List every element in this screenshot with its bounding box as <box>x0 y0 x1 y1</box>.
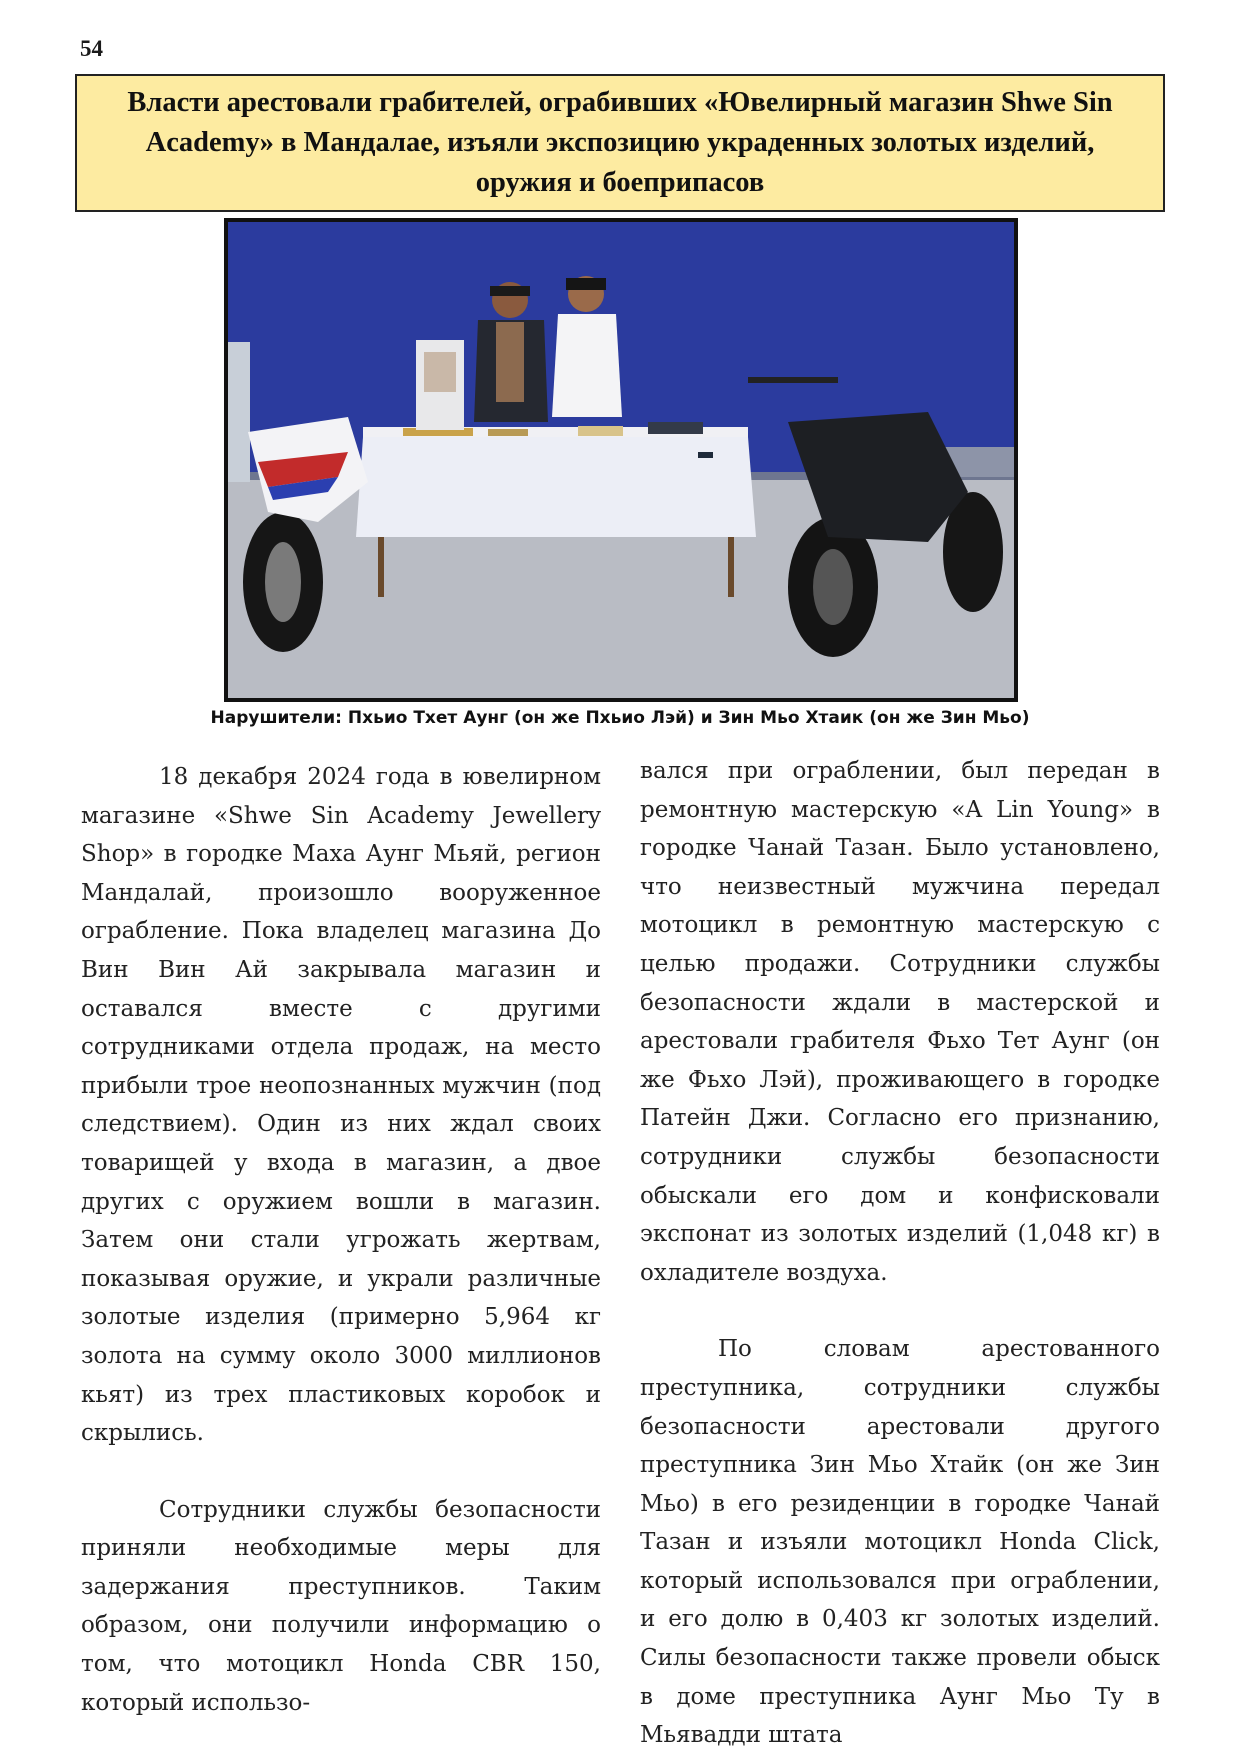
photo-frame <box>224 218 1018 702</box>
left-paragraph-1: 18 декабря 2024 года в ювелирном магазине «Shwe Sin Academy Jewellery Shop» в городке Маха Аунг Мьяй, регион Мандалай, произошло вооруженное ограбление. Пока владелец магазина До Вин Вин Ай закрывала магазин и оставался вместе с другими сотрудниками отдела продаж, на место прибыли трое неопознанных мужчин (под следствием). Один из них ждал своих товарищей у входа в магазин, а двое других с оружием вошли в магазин. Затем они стали угрожать жертвам, показывая оружие, и украли различные золотые изделия (примерно 5,964 кг золота на сумму около 3000 миллионов кьят) из трех пластиковых коробок и скрылись. <box>81 764 601 1447</box>
right-column <box>640 752 1160 1755</box>
photo-caption: Нарушители: Пхьио Тхет Аунг (он же Пхьио Лэй) и Зин Мьо Хтаик (он же Зин Мьо) <box>210 708 1030 728</box>
left-column <box>81 758 601 1722</box>
left-paragraph-2: Сотрудники службы безопасности приняли необходимые меры для задержания преступников. Таким образом, они получили информацию о том, что мотоцикл Honda CBR 150, который использо- <box>81 1496 601 1716</box>
headline: Власти арестовали грабителей, ограбивших «Ювелирный магазин Shwe Sin Academy» в Мандалае, изъяли экспозицию украденных золотых изделий, оружия и боеприпасов <box>127 87 1113 198</box>
right-paragraph-2: По словам арестованного преступника, сотрудники службы безопасности арестовали другого преступника Зин Мьо Хтайк (он же Зин Мьо) в его резиденции в городке Чанай Тазан и изъяли мотоцикл Honda Click, который использовался при ограблении, и его долю в 0,403 кг золотых изделий. Силы безопасности также провели обыск в доме преступника Аунг Мьо Ту в Мьявадди штата <box>640 1336 1160 1749</box>
page-number: 54 <box>80 36 103 61</box>
photo-of-arrested-suspects-with-motorcycles-icon <box>228 222 1014 698</box>
headline-box <box>75 74 1165 212</box>
right-paragraph-1: вался при ограблении, был передан в ремонтную мастерскую «A Lin Young» в городке Чанай Тазан. Было установлено, что неизвестный мужчина передал мотоцикл в ремонтную мастерскую с целью продажи. Сотрудники службы безопасности ждали в мастерской и арестовали грабителя Фьхо Тет Аунг (он же Фьхо Лэй), проживающего в городке Патейн Джи. Согласно его признанию, сотрудники службы безопасности обыскали его дом и конфисковали экспонат из золотых изделий (1,048 кг) в охладителе воздуха. <box>640 758 1160 1286</box>
